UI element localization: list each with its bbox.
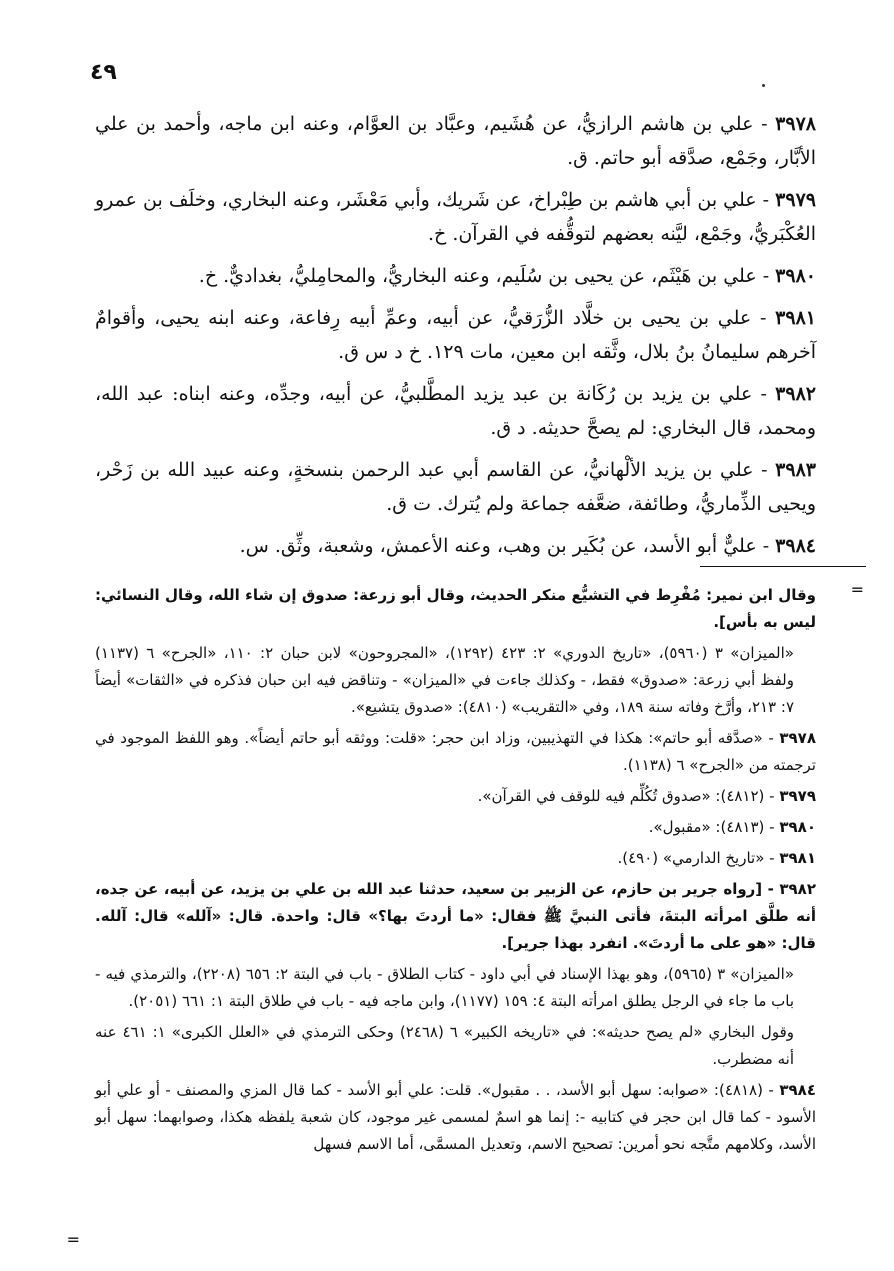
footnote-3982 xyxy=(95,876,816,957)
footnote-text: - «صدَّقه أبو حاتم»: هكذا في التهذيبين، وزاد ابن حجر: «قلت: ووثقه أبو حاتم أيضاً». وهو اللفظ الموجود في ترجمته من «الجرح» ٦ (١١٣٨). xyxy=(95,729,816,774)
entry-text: - عليٌّ أبو الأسد، عن بُكَير بن وهب، وعنه الأعمش، وشعبة، وثِّق. س. xyxy=(239,535,770,557)
footnote-number: ٣٩٨٤ xyxy=(779,1081,816,1099)
footnotes xyxy=(95,582,816,1162)
entry-number: ٣٩٨١ xyxy=(775,307,816,329)
entry-3984 xyxy=(95,529,816,563)
footnote-text: - (٤٨١٨): «صوابه: سهل أبو الأسد، . . مقبول». قلت: علي أبو الأسد - كما قال المزي والمصنف - أو علي أبو الأسود - كما قال ابن حجر في كتابيه -: إنما هو اسمٌ لمسمى غير موجود، كان شعبة يلفظه هكذا، وصوابهما: سهل أبو الأسد، وكلامهم متَّجه نحو أمرين: تصحيح الاسم، وتعديل المسمَّى، أما الاسم فسهل xyxy=(95,1081,816,1153)
entry-text: - علي بن هَيْثَم، عن يحيى بن سُلَيم، وعنه البخاريُّ، والمحامِليُّ، بغداديٌّ. خ. xyxy=(198,265,770,287)
entry-number: ٣٩٧٩ xyxy=(775,189,816,211)
footnote-3978 xyxy=(95,725,816,779)
footnote-number: ٣٩٨٢ xyxy=(779,880,816,898)
footnote-3982-sources xyxy=(95,961,816,1015)
footnote-number: ٣٩٨٠ xyxy=(779,818,816,836)
entry-number: ٣٩٨٢ xyxy=(775,383,816,405)
entry-text: - علي بن أبي هاشم بن طِبْراخ، عن شَريك، وأبي مَعْشَر، وعنه البخاري، وخلَف بن عمرو العُكْبَريُّ، وجَمْع، ليَّنه بعضهم لتوقُّفه في القرآن. خ. xyxy=(95,189,816,245)
entry-3978 xyxy=(95,107,816,175)
footnote-divider xyxy=(700,566,866,567)
entry-3979 xyxy=(95,183,816,251)
footnote-sources xyxy=(95,640,816,721)
entry-text: - علي بن يزيد الألْهانيُّ، عن القاسم أبي عبد الرحمن بنسخةٍ، وعنه عبيد الله بن زَحْر، ويحيى الذِّماريُّ، وطائفة، ضعَّفه جماعة ولم يُترك. ت ق. xyxy=(95,459,816,515)
footnote-number: ٣٩٨١ xyxy=(779,849,816,867)
footnote-continued xyxy=(95,582,816,636)
entry-3983 xyxy=(95,453,816,521)
entry-number: ٣٩٨٣ xyxy=(775,459,816,481)
entry-number: ٣٩٨٠ xyxy=(775,265,816,287)
entry-number: ٣٩٧٨ xyxy=(775,113,816,135)
main-text xyxy=(95,107,816,571)
entry-3981 xyxy=(95,301,816,369)
footnote-text: - «تاريخ الدارمي» (٤٩٠). xyxy=(617,849,775,867)
footnote-3982-bukhari xyxy=(95,1019,816,1073)
footnote-3979 xyxy=(95,783,816,810)
entry-3980 xyxy=(95,259,816,293)
footnote-text: وقال ابن نمير: مُفْرِط في التشيُّع منكر الحديث، وقال أبو زرعة: صدوق إن شاء الله، وقال النسائي: ليس به بأس]. xyxy=(95,586,816,631)
continuation-mark-bottom: = xyxy=(66,1230,80,1249)
footnote-text: وقول البخاري «لم يصح حديثه»: في «تاريخه الكبير» ٦ (٢٤٦٨) وحكى الترمذي في «العلل الكبرى» ١: ٤٦١ عنه أنه مضطرب. xyxy=(95,1023,794,1068)
footnote-text: «الميزان» ٣ (٥٩٦٥)، وهو بهذا الإسناد في أبي داود - كتاب الطلاق - باب في البتة ٢: ٦٥٦ (٢٢٠٨)، والترمذي فيه - باب ما جاء في الرجل يطلق امرأته البتة ٤: ١٥٩ (١١٧٧)، وابن ماجه فيه - باب في طلاق البتة ١: ٦٦١ (٢٠٥١). xyxy=(95,965,794,1010)
footnote-3980 xyxy=(95,814,816,841)
entry-number: ٣٩٨٤ xyxy=(775,535,816,557)
page-number: ٤٩ xyxy=(90,60,117,85)
ink-dot xyxy=(762,84,765,87)
entry-text: - علي بن يحيى بن خلَّاد الزُّرَقيُّ، عن أبيه، وعمِّ أبيه رِفاعة، وعنه ابنه يحيى، وأقوامٌ آخرهم سليمانُ بنُ بلال، وثَّقه ابن معين، مات ١٢٩. خ د س ق. xyxy=(95,307,816,363)
entry-text: - علي بن يزيد بن رُكَانة بن عبد يزيد المطَّلبيُّ، عن أبيه، وجدِّه، وعنه ابناه: عبد الله، ومحمد، قال البخاري: لم يصحَّ حديثه. د ق. xyxy=(95,383,816,439)
footnote-text: - (٤٨١٢): «صدوق تُكُلِّم فيه للوقف في القرآن». xyxy=(477,787,775,805)
footnote-number: ٣٩٧٩ xyxy=(779,787,816,805)
continuation-mark-top: = xyxy=(850,580,864,599)
footnote-3981 xyxy=(95,845,816,872)
footnote-3984 xyxy=(95,1077,816,1158)
footnote-text: «الميزان» ٣ (٥٩٦٠)، «تاريخ الدوري» ٢: ٤٢٣ (١٢٩٢)، «المجروحون» لابن حبان ٢: ١١٠، «الجرح» ٦ (١١٣٧) ولفظ أبي زرعة: «صدوق» فقط، - وكذلك جاءت في «الميزان» - وتناقض فيه ابن حبان فذكره في «الثقات» أيضاً ٧: ٢١٣، وأرَّخ وفاته سنة ١٨٩، وفي «التقريب» (٤٨١٠): «صدوق يتشيع». xyxy=(95,644,794,716)
entry-3982 xyxy=(95,377,816,445)
entry-text: - علي بن هاشم الرازيُّ، عن هُشَيم، وعبَّاد بن العوَّام، وعنه ابن ماجه، وأحمد بن علي الأبَّار، وجَمْع، صدَّقه أبو حاتم. ق. xyxy=(95,113,816,169)
footnote-text: - (٤٨١٣): «مقبول». xyxy=(648,818,775,836)
footnote-text: - [رواه جرير بن حازم، عن الزبير بن سعيد، حدثنا عبد الله بن علي بن يزيد، عن أبيه، عن جده، أنه طلَّق امرأته البتةَ، فأتى النبيَّ ﷺ فقال: «ما أردتَ بها؟» قال: واحدة. قال: «آلله» قال: آلله. قال: «هو على ما أردتَ». انفرد بهذا جرير]. xyxy=(95,880,816,952)
footnote-number: ٣٩٧٨ xyxy=(779,729,816,747)
